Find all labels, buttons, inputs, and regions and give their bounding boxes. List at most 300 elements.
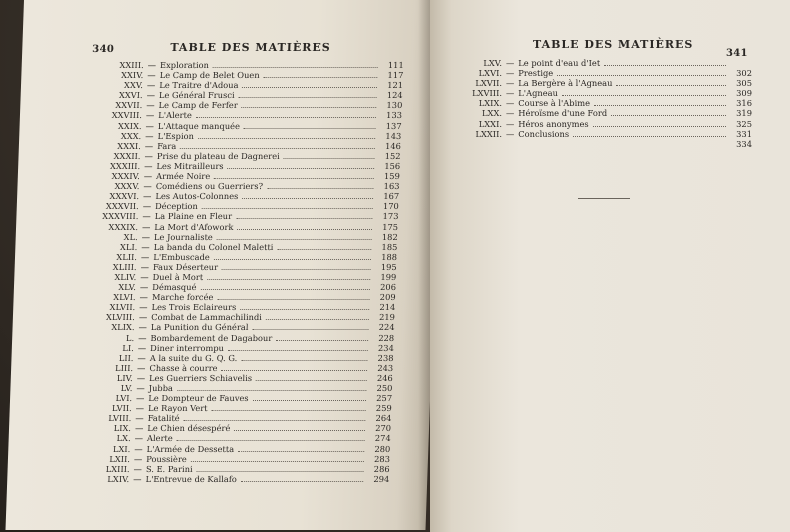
toc-entry (72, 343, 394, 353)
left-page (5, 0, 444, 530)
page-number: 325 (736, 118, 752, 129)
leader-dots (573, 129, 726, 137)
chapter-title: Bombardement de Dagabour (150, 332, 273, 343)
chapter-number: LXVIII. (472, 88, 502, 99)
chapter-title: Diner interrompu (149, 342, 225, 353)
chapter-number: XLI. (119, 241, 138, 252)
page-number: 209 (379, 292, 396, 303)
chapter-title: Prise du plateau de Dagnerei (156, 150, 280, 161)
chapter-title: L'Attaque manquée (157, 120, 241, 131)
leader-dots (276, 333, 368, 341)
leader-dots (200, 282, 370, 290)
leader-dots (234, 423, 365, 431)
chapter-number: XXXIX. (108, 221, 139, 232)
page-number: 167 (383, 191, 400, 202)
chapter-title: Marche forcée (151, 292, 214, 303)
page-number: 117 (387, 70, 404, 81)
chapter-title: Le Général Frusci (158, 90, 235, 101)
page-number: 130 (386, 100, 403, 111)
chapter-title: Le Camp de Ferfer (158, 100, 238, 111)
entry-dash: — (138, 322, 148, 333)
entry-dash: — (142, 201, 152, 212)
entry-dash: — (141, 221, 151, 232)
leader-dots (197, 464, 364, 472)
toc-entry (75, 252, 397, 262)
toc-entry (71, 363, 393, 373)
leader-dots (264, 70, 378, 78)
chapter-title: Jubba (148, 383, 174, 393)
toc-entry (80, 90, 402, 100)
page-number: 259 (375, 403, 392, 414)
leader-dots (244, 121, 376, 129)
leader-dots (221, 363, 367, 371)
page-number: 264 (375, 413, 392, 424)
leader-dots (241, 474, 364, 482)
entry-dash: — (137, 352, 146, 363)
entry-dash: — (147, 70, 156, 81)
leader-dots (238, 444, 364, 452)
toc-entry (460, 58, 752, 68)
toc-entry (460, 119, 752, 129)
entry-dash: — (140, 261, 150, 272)
leader-dots (604, 58, 726, 66)
chapter-title: Les Mitrailleurs (156, 160, 224, 171)
leader-dots (267, 181, 374, 189)
chapter-number: LXX. (482, 108, 502, 119)
leader-dots (191, 454, 364, 462)
toc-entry (77, 201, 399, 211)
page-number: 146 (384, 140, 402, 151)
chapter-number: XXXI. (117, 140, 142, 151)
page-number: 111 (387, 60, 404, 70)
page-number: 152 (384, 150, 401, 161)
entry-dash: — (146, 100, 155, 111)
toc-entry (77, 181, 399, 191)
toc-entry (68, 454, 390, 464)
chapter-title: Le Chien désespéré (147, 423, 231, 434)
chapter-title: Exploration (159, 60, 210, 70)
toc-entry (81, 70, 403, 80)
chapter-title: L'Agneau (518, 88, 558, 99)
entry-dash: — (142, 191, 152, 202)
chapter-number: LIX. (113, 423, 132, 434)
page-number: 159 (383, 171, 401, 182)
chapter-title: Chasse à courre (149, 362, 218, 373)
chapter-title: Le Dompteur de Fauves (148, 393, 249, 404)
leader-dots (562, 88, 726, 96)
page-number: 270 (375, 423, 392, 434)
page-number: 173 (382, 211, 399, 222)
page-number: 243 (377, 362, 394, 373)
leader-dots (593, 119, 726, 127)
chapter-number: XXIX. (117, 120, 142, 131)
chapter-title: Fatalité (147, 413, 180, 424)
toc-entry (79, 141, 401, 151)
leader-dots (239, 90, 377, 98)
entry-dash: — (506, 98, 515, 109)
chapter-title: Le point d'eau d'Iet (518, 58, 601, 68)
page-number: 228 (378, 332, 395, 343)
chapter-number: LIII. (114, 362, 134, 373)
chapter-number: XXXVII. (105, 201, 139, 212)
chapter-number: XXIV. (120, 70, 144, 81)
entry-dash: — (134, 423, 144, 434)
toc-entry (460, 98, 752, 108)
chapter-title: A la suite du G. Q. G. (149, 352, 238, 363)
toc-entry (70, 393, 392, 403)
entry-dash: — (133, 463, 143, 474)
toc-entry (75, 262, 397, 272)
entry-dash: — (140, 271, 149, 282)
page-number: 224 (378, 322, 395, 333)
chapter-title: Course à l'Abime (518, 98, 591, 109)
right-page-number: 341 (726, 48, 748, 59)
leader-dots (177, 433, 365, 441)
chapter-number: XXXVIII. (102, 211, 139, 222)
page-number: 274 (374, 433, 391, 444)
entry-dash: — (135, 403, 145, 414)
toc-entry (74, 272, 396, 282)
entry-dash: — (140, 251, 150, 262)
toc-entry (460, 78, 752, 88)
chapter-title: Le Traitre d'Adoua (159, 80, 239, 91)
chapter-title: La Plaine en Fleur (154, 211, 233, 222)
toc-entry (460, 108, 752, 118)
entry-dash: — (137, 342, 147, 353)
chapter-number: LXXII. (475, 128, 502, 139)
leader-dots (242, 100, 377, 108)
entry-dash: — (506, 128, 515, 139)
chapter-number: XXXIV. (111, 171, 141, 182)
page-number: 234 (377, 342, 395, 353)
chapter-title: La Bergère à l'Agneau (518, 78, 613, 89)
page-number: 206 (379, 282, 397, 293)
chapter-title: Les Guerriers Schiavelis (148, 372, 253, 383)
chapter-title: Le Camp de Belet Ouen (159, 70, 260, 81)
chapter-title: Combat de Lammachilindi (151, 312, 263, 323)
entry-dash: — (506, 108, 515, 119)
page-number: 219 (378, 312, 396, 323)
entry-dash: — (146, 80, 156, 91)
entry-dash: — (141, 231, 151, 242)
leader-dots (214, 171, 374, 179)
chapter-number: XLV. (118, 282, 137, 293)
page-number: 163 (383, 181, 400, 192)
page-number: 246 (376, 372, 393, 383)
toc-entry (79, 131, 401, 141)
entry-dash: — (136, 372, 146, 383)
page-number: 316 (736, 98, 752, 109)
page-number: 133 (385, 110, 403, 121)
entry-dash: — (133, 453, 143, 464)
chapter-number: LVIII. (108, 413, 132, 424)
end-rule (578, 198, 630, 199)
chapter-number: XLVII. (109, 302, 136, 313)
toc-entry (460, 88, 752, 98)
chapter-number: XLIII. (112, 261, 137, 272)
toc-entry (80, 110, 402, 120)
chapter-title: La banda du Colonel Maletti (153, 241, 274, 252)
toc-entry (71, 373, 393, 383)
page-number: 283 (373, 453, 391, 464)
chapter-number: LXIV. (107, 473, 130, 484)
page-number: 175 (382, 221, 399, 232)
chapter-number: XXVII. (115, 100, 143, 111)
entry-dash: — (139, 282, 149, 293)
toc-entry (78, 171, 400, 181)
chapter-number: LXXI. (478, 118, 502, 129)
chapter-title: Le Journaliste (153, 231, 214, 242)
toc-entry (67, 464, 389, 474)
toc-entry (72, 322, 394, 332)
page-number: 309 (736, 88, 752, 99)
chapter-number: LXIII. (105, 463, 130, 474)
chapter-title: L'Espion (157, 130, 195, 141)
leader-dots (236, 211, 373, 219)
entry-dash: — (144, 160, 153, 171)
toc-entry (73, 302, 395, 312)
toc-entry (76, 232, 398, 242)
toc-entry (73, 312, 395, 322)
chapter-title: L'Alerte (158, 110, 193, 121)
right-running-title: TABLE DES MATIÈRES (533, 38, 694, 51)
chapter-title: S. E. Parini (145, 463, 193, 474)
page-number: 286 (373, 463, 390, 474)
leader-dots (214, 252, 372, 260)
left-toc-list (67, 60, 404, 484)
chapter-number: XL. (123, 231, 138, 242)
toc-entry (67, 474, 389, 484)
leader-dots (184, 413, 366, 421)
leader-dots (207, 272, 370, 280)
leader-dots (284, 151, 375, 159)
chapter-number: XXXIII. (109, 160, 141, 171)
leader-dots (198, 131, 376, 139)
chapter-number: LV. (120, 383, 133, 393)
chapter-number: LII. (118, 352, 134, 363)
entry-dash: — (145, 120, 155, 131)
toc-entry (75, 242, 397, 252)
chapter-title: Comédiens ou Guerriers? (155, 181, 264, 192)
leader-dots (594, 98, 726, 106)
page-number: 238 (377, 352, 394, 363)
chapter-title: Héroïsme d'une Ford (518, 108, 608, 119)
page-number: 214 (379, 302, 396, 313)
page-number: 170 (382, 201, 399, 212)
leader-dots (256, 373, 367, 381)
chapter-number: LIV. (116, 372, 133, 383)
chapter-title: Héros anonymes (518, 118, 589, 129)
entry-dash: — (506, 88, 515, 99)
entry-dash: — (506, 68, 515, 79)
chapter-number: LI. (122, 342, 135, 353)
chapter-number: LXV. (483, 58, 502, 68)
page-number: 199 (380, 271, 397, 282)
chapter-number: XXXII. (113, 150, 141, 161)
toc-entry (78, 161, 400, 171)
leader-dots (241, 353, 367, 361)
leader-dots (616, 78, 726, 86)
entry-dash: — (506, 58, 515, 68)
toc-entry (81, 80, 403, 90)
chapter-title: La Mort d'Afowork (154, 221, 234, 232)
left-running-title: TABLE DES MATIÈRES (170, 41, 331, 54)
entry-dash: — (135, 413, 144, 424)
entry-dash: — (139, 292, 149, 303)
page-number: 280 (374, 443, 391, 454)
leader-dots (177, 383, 367, 391)
leader-dots (211, 403, 365, 411)
chapter-title: Alerte (146, 433, 173, 444)
entry-dash: — (506, 78, 515, 89)
leader-dots (242, 80, 377, 88)
entry-dash: — (145, 110, 155, 121)
chapter-title: Démasqué (152, 282, 197, 293)
leader-dots (217, 232, 372, 240)
toc-entry (460, 139, 752, 149)
toc-entry (74, 282, 396, 292)
page-number: 305 (736, 78, 752, 89)
entry-dash: — (134, 443, 143, 454)
leader-dots (180, 141, 375, 149)
page-number: 195 (380, 261, 397, 272)
toc-entry (460, 68, 752, 78)
toc-entry (71, 353, 393, 363)
entry-dash: — (141, 241, 150, 252)
toc-entry (70, 383, 392, 393)
entry-dash: — (147, 60, 157, 70)
page-number: 331 (736, 128, 752, 139)
chapter-number: XXIII. (119, 60, 144, 70)
chapter-number: XXV. (123, 80, 144, 91)
chapter-title: L'Armée de Dessetta (146, 443, 235, 454)
toc-entry (72, 333, 394, 343)
chapter-number: LX. (116, 433, 131, 444)
chapter-title: Déception (154, 201, 199, 212)
page-number: 250 (376, 383, 393, 393)
leader-dots (228, 343, 368, 351)
toc-entry (69, 433, 391, 443)
toc-entry (82, 60, 404, 70)
chapter-number: L. (125, 332, 135, 343)
chapter-number: XXVI. (118, 90, 143, 101)
leader-dots (611, 108, 726, 116)
chapter-title: Les Trois Eclaireurs (151, 302, 237, 313)
toc-entry (77, 191, 399, 201)
chapter-title: Duel à Mort (152, 271, 204, 282)
chapter-title: Les Autos-Colonnes (155, 191, 239, 202)
entry-dash: — (145, 130, 154, 141)
chapter-number: LXI. (112, 443, 131, 454)
entry-dash: — (135, 393, 145, 404)
page-number: 185 (381, 241, 398, 252)
entry-dash: — (134, 433, 144, 444)
toc-entry (76, 222, 398, 232)
page-number: 143 (385, 130, 402, 141)
entry-dash: — (142, 211, 151, 222)
leader-dots (253, 393, 367, 401)
leader-dots (277, 242, 371, 250)
toc-entry (68, 444, 390, 454)
toc-entry (460, 129, 752, 139)
chapter-number: XXXV. (114, 181, 140, 192)
entry-dash: — (506, 118, 515, 129)
page-number: 302 (736, 68, 752, 79)
chapter-number: LXIX. (478, 98, 502, 109)
page-number: 121 (387, 80, 404, 91)
chapter-number: XLIX. (111, 322, 135, 333)
chapter-number: LVI. (115, 393, 133, 404)
toc-entry (70, 403, 392, 413)
toc-entry (78, 151, 400, 161)
right-toc-list (460, 58, 752, 149)
leader-dots (557, 68, 726, 76)
chapter-title: Prestige (518, 68, 554, 79)
page-number: 257 (376, 393, 393, 404)
chapter-number: XLVI. (113, 292, 136, 303)
entry-dash: — (138, 332, 147, 343)
entry-dash: — (144, 150, 154, 161)
chapter-number: XXX. (120, 130, 142, 141)
right-page (430, 0, 790, 532)
chapter-number: LXVII. (475, 78, 502, 89)
chapter-number: XXXVI. (109, 191, 140, 202)
entry-dash: — (143, 181, 152, 192)
leader-dots (237, 222, 372, 230)
toc-entry (79, 121, 401, 131)
leader-dots (252, 322, 368, 330)
chapter-title: Armée Noire (155, 171, 211, 182)
page-number: 182 (381, 231, 398, 242)
leader-dots (228, 161, 375, 169)
leader-dots (240, 302, 369, 310)
chapter-title: L'Entrevue de Kallafo (145, 473, 238, 484)
chapter-title: Le Rayon Vert (147, 403, 208, 414)
chapter-number: XLIV. (114, 271, 137, 282)
toc-entry (76, 211, 398, 221)
entry-dash: — (146, 90, 156, 101)
leader-dots (196, 110, 376, 118)
chapter-number: LXII. (109, 453, 131, 464)
chapter-title: Poussière (146, 453, 188, 464)
chapter-number: XXVIII. (111, 110, 143, 121)
page-number: 188 (381, 251, 398, 262)
toc-entry (73, 292, 395, 302)
chapter-title: La Punition du Général (150, 322, 249, 333)
leader-dots (514, 140, 726, 147)
toc-entry (69, 423, 391, 433)
chapter-title: Faux Déserteur (152, 261, 219, 272)
chapter-number: XLVIII. (105, 312, 136, 323)
chapter-title: Fara (157, 140, 177, 151)
leader-dots (266, 312, 369, 320)
page-number: 156 (384, 160, 401, 171)
chapter-number: LXVI. (478, 68, 502, 79)
leader-dots (217, 292, 370, 300)
page-number: 294 (373, 473, 390, 484)
page-number: 334 (736, 138, 752, 149)
page-number: 319 (736, 108, 752, 119)
page-number: 124 (386, 90, 403, 101)
page-number: 137 (385, 120, 402, 131)
toc-entry (80, 100, 402, 110)
entry-dash: — (139, 302, 148, 313)
left-page-number: 340 (92, 44, 115, 55)
chapter-title: L'Embuscade (153, 251, 210, 262)
leader-dots (213, 60, 378, 68)
entry-dash: — (144, 140, 154, 151)
chapter-title: Conclusions (518, 128, 570, 139)
